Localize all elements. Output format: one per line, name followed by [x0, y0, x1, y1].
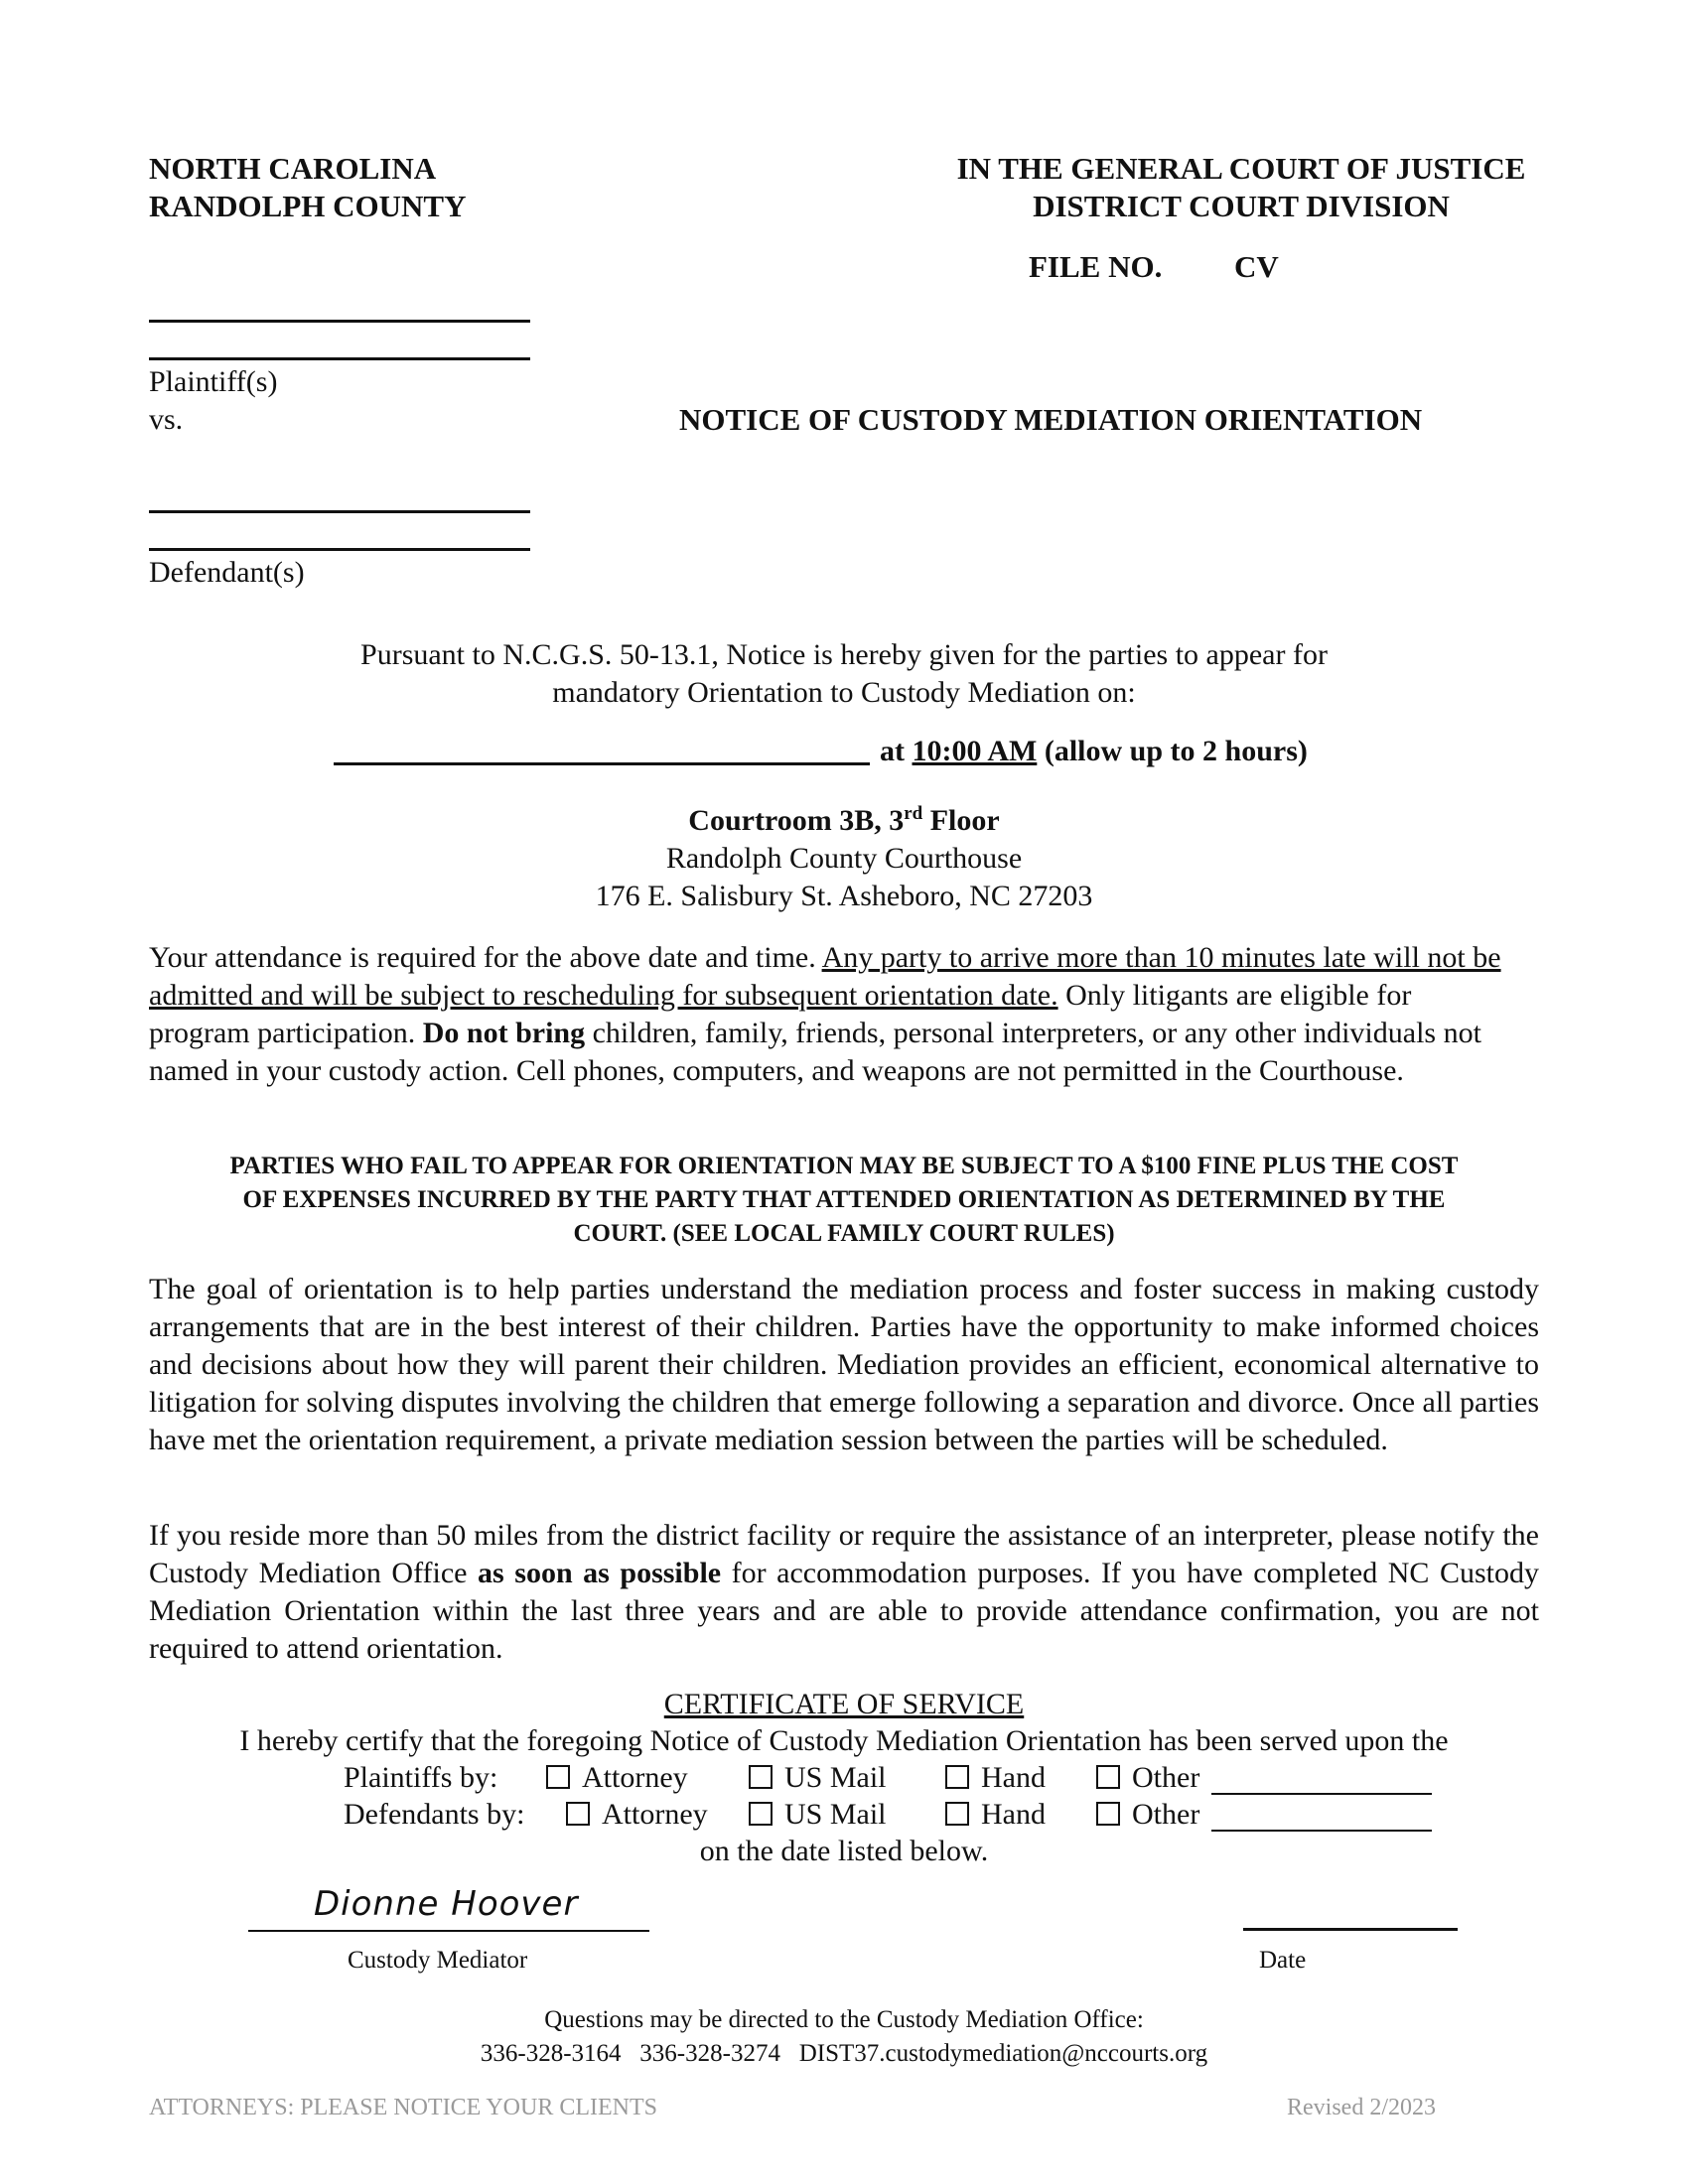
plaintiff-line-2	[149, 357, 530, 360]
contact-line	[149, 2037, 1539, 2071]
date-line	[1243, 1928, 1458, 1931]
file-no-value: CV	[1234, 249, 1279, 284]
contact-email[interactable]: DIST37.custodymediation@nccourts.org	[798, 2040, 1208, 2067]
court-line-2: DISTRICT COURT DIVISION	[1033, 189, 1450, 223]
defendants-other-checkbox[interactable]	[1096, 1802, 1120, 1826]
goal-paragraph: The goal of orientation is to help parties understand the mediation process and foster success in making custody arrangements that are in the best interest of their children. Parties have the opportunity to make informed choices and decisions about how they will parent their children. Mediation provides an efficient, economical alternative to litigation for solving disputes involving the children that emerge following a separation and divorce. Once all parties have met the orientation requirement, a private mediation session between the parties will be scheduled.	[149, 1273, 1539, 1456]
certificate-title: CERTIFICATE OF SERVICE	[663, 1688, 1025, 1720]
footer-attorney-notice: ATTORNEYS: PLEASE NOTICE YOUR CLIENTS	[149, 2095, 658, 2120]
time-value: 10:00 AM	[912, 735, 1038, 767]
defendants-other-option[interactable]: Other	[1096, 1796, 1199, 1834]
footer-revision: Revised 2/2023	[1287, 2095, 1436, 2120]
defendant-label: Defendant(s)	[149, 556, 305, 589]
court-line-1: IN THE GENERAL COURT OF JUSTICE	[956, 151, 1526, 186]
defendant-line-2	[149, 548, 530, 551]
courtroom-label: Courtroom 3B, 3rd Floor	[688, 803, 1000, 837]
defendants-usmail-checkbox[interactable]	[749, 1802, 773, 1826]
defendants-usmail-option[interactable]: US Mail	[749, 1796, 887, 1834]
accommodation-paragraph: If you reside more than 50 miles from the district facility or require the assistance of an interpreter, please notify the Custody Mediation Office as soon as possible for accommodation purposes. If you have completed NC Custody Mediation Orientation within the last three years and are able to provide attendance confirmation, you are not required to attend orientation.	[149, 1519, 1540, 1665]
county-label: RANDOLPH COUNTY	[149, 189, 467, 223]
signature-line	[248, 1930, 649, 1932]
certificate-closing: on the date listed below.	[699, 1835, 989, 1867]
building-label: Randolph County Courthouse	[665, 842, 1023, 875]
warning-line-1: PARTIES WHO FAIL TO APPEAR FOR ORIENTATION MAY BE SUBJECT TO A $100 FINE PLUS THE COST	[229, 1153, 1459, 1179]
date-blank-line	[334, 762, 870, 765]
plaintiff-line-1	[149, 320, 530, 323]
phone-2: 336-328-3274	[639, 2040, 780, 2067]
plaintiffs-usmail-checkbox[interactable]	[749, 1765, 773, 1789]
plaintiff-label: Plaintiff(s)	[149, 365, 278, 398]
defendant-line-1	[149, 510, 530, 513]
duration-note: (allow up to 2 hours)	[1044, 735, 1308, 767]
attendance-paragraph: Your attendance is required for the above date and time. Any party to arrive more than 10 minutes late will not be admitted and will be subject to rescheduling for subsequent orientation date. Only litigants are eligible for program participation. Do not bring children, family, friends, personal interpreters, or any other individuals not named in your custody action. Cell phones, computers, and weapons are not permitted in the Courthouse.	[149, 941, 1501, 1087]
defendants-by-label: Defendants by:	[344, 1798, 525, 1831]
plaintiffs-other-checkbox[interactable]	[1096, 1765, 1120, 1789]
plaintiffs-hand-checkbox[interactable]	[945, 1765, 969, 1789]
document-title: NOTICE OF CUSTODY MEDIATION ORIENTATION	[679, 402, 1423, 437]
phone-1: 336-328-3164	[480, 2040, 622, 2067]
plaintiffs-hand-option[interactable]: Hand	[945, 1759, 1046, 1797]
certificate-intro: I hereby certify that the foregoing Notice of Custody Mediation Orientation has been served upon the	[239, 1724, 1449, 1757]
mediator-label: Custody Mediator	[348, 1947, 528, 1974]
contact-intro: Questions may be directed to the Custody Mediation Office:	[544, 2006, 1144, 2033]
address-label: 176 E. Salisbury St. Asheboro, NC 27203	[595, 880, 1093, 912]
defendants-hand-option[interactable]: Hand	[945, 1796, 1046, 1834]
plaintiffs-attorney-checkbox[interactable]	[546, 1765, 570, 1789]
file-no-label: FILE NO.	[1029, 249, 1163, 284]
time-line	[880, 733, 1308, 770]
plaintiffs-other-blank[interactable]	[1211, 1793, 1432, 1795]
state-label: NORTH CAROLINA	[149, 151, 437, 186]
mediator-signature: Dionne Hoover	[314, 1884, 579, 1924]
defendants-attorney-checkbox[interactable]	[566, 1802, 590, 1826]
intro-line-1: Pursuant to N.C.G.S. 50-13.1, Notice is hereby given for the parties to appear for	[360, 638, 1328, 671]
warning-line-3: COURT. (SEE LOCAL FAMILY COURT RULES)	[573, 1220, 1115, 1247]
plaintiffs-usmail-option[interactable]: US Mail	[749, 1759, 887, 1797]
warning-line-2: OF EXPENSES INCURRED BY THE PARTY THAT ATTENDED ORIENTATION AS DETERMINED BY THE	[242, 1186, 1446, 1213]
plaintiffs-by-label: Plaintiffs by:	[344, 1761, 498, 1794]
intro-line-2: mandatory Orientation to Custody Mediation on:	[552, 676, 1136, 709]
defendants-attorney-option[interactable]: Attorney	[566, 1796, 708, 1834]
plaintiffs-attorney-option[interactable]: Attorney	[546, 1759, 688, 1797]
defendants-hand-checkbox[interactable]	[945, 1802, 969, 1826]
defendants-other-blank[interactable]	[1211, 1830, 1432, 1832]
plaintiffs-other-option[interactable]: Other	[1096, 1759, 1199, 1797]
vs-label: vs.	[149, 403, 184, 436]
at-label: at	[880, 735, 905, 767]
date-label: Date	[1259, 1947, 1307, 1974]
